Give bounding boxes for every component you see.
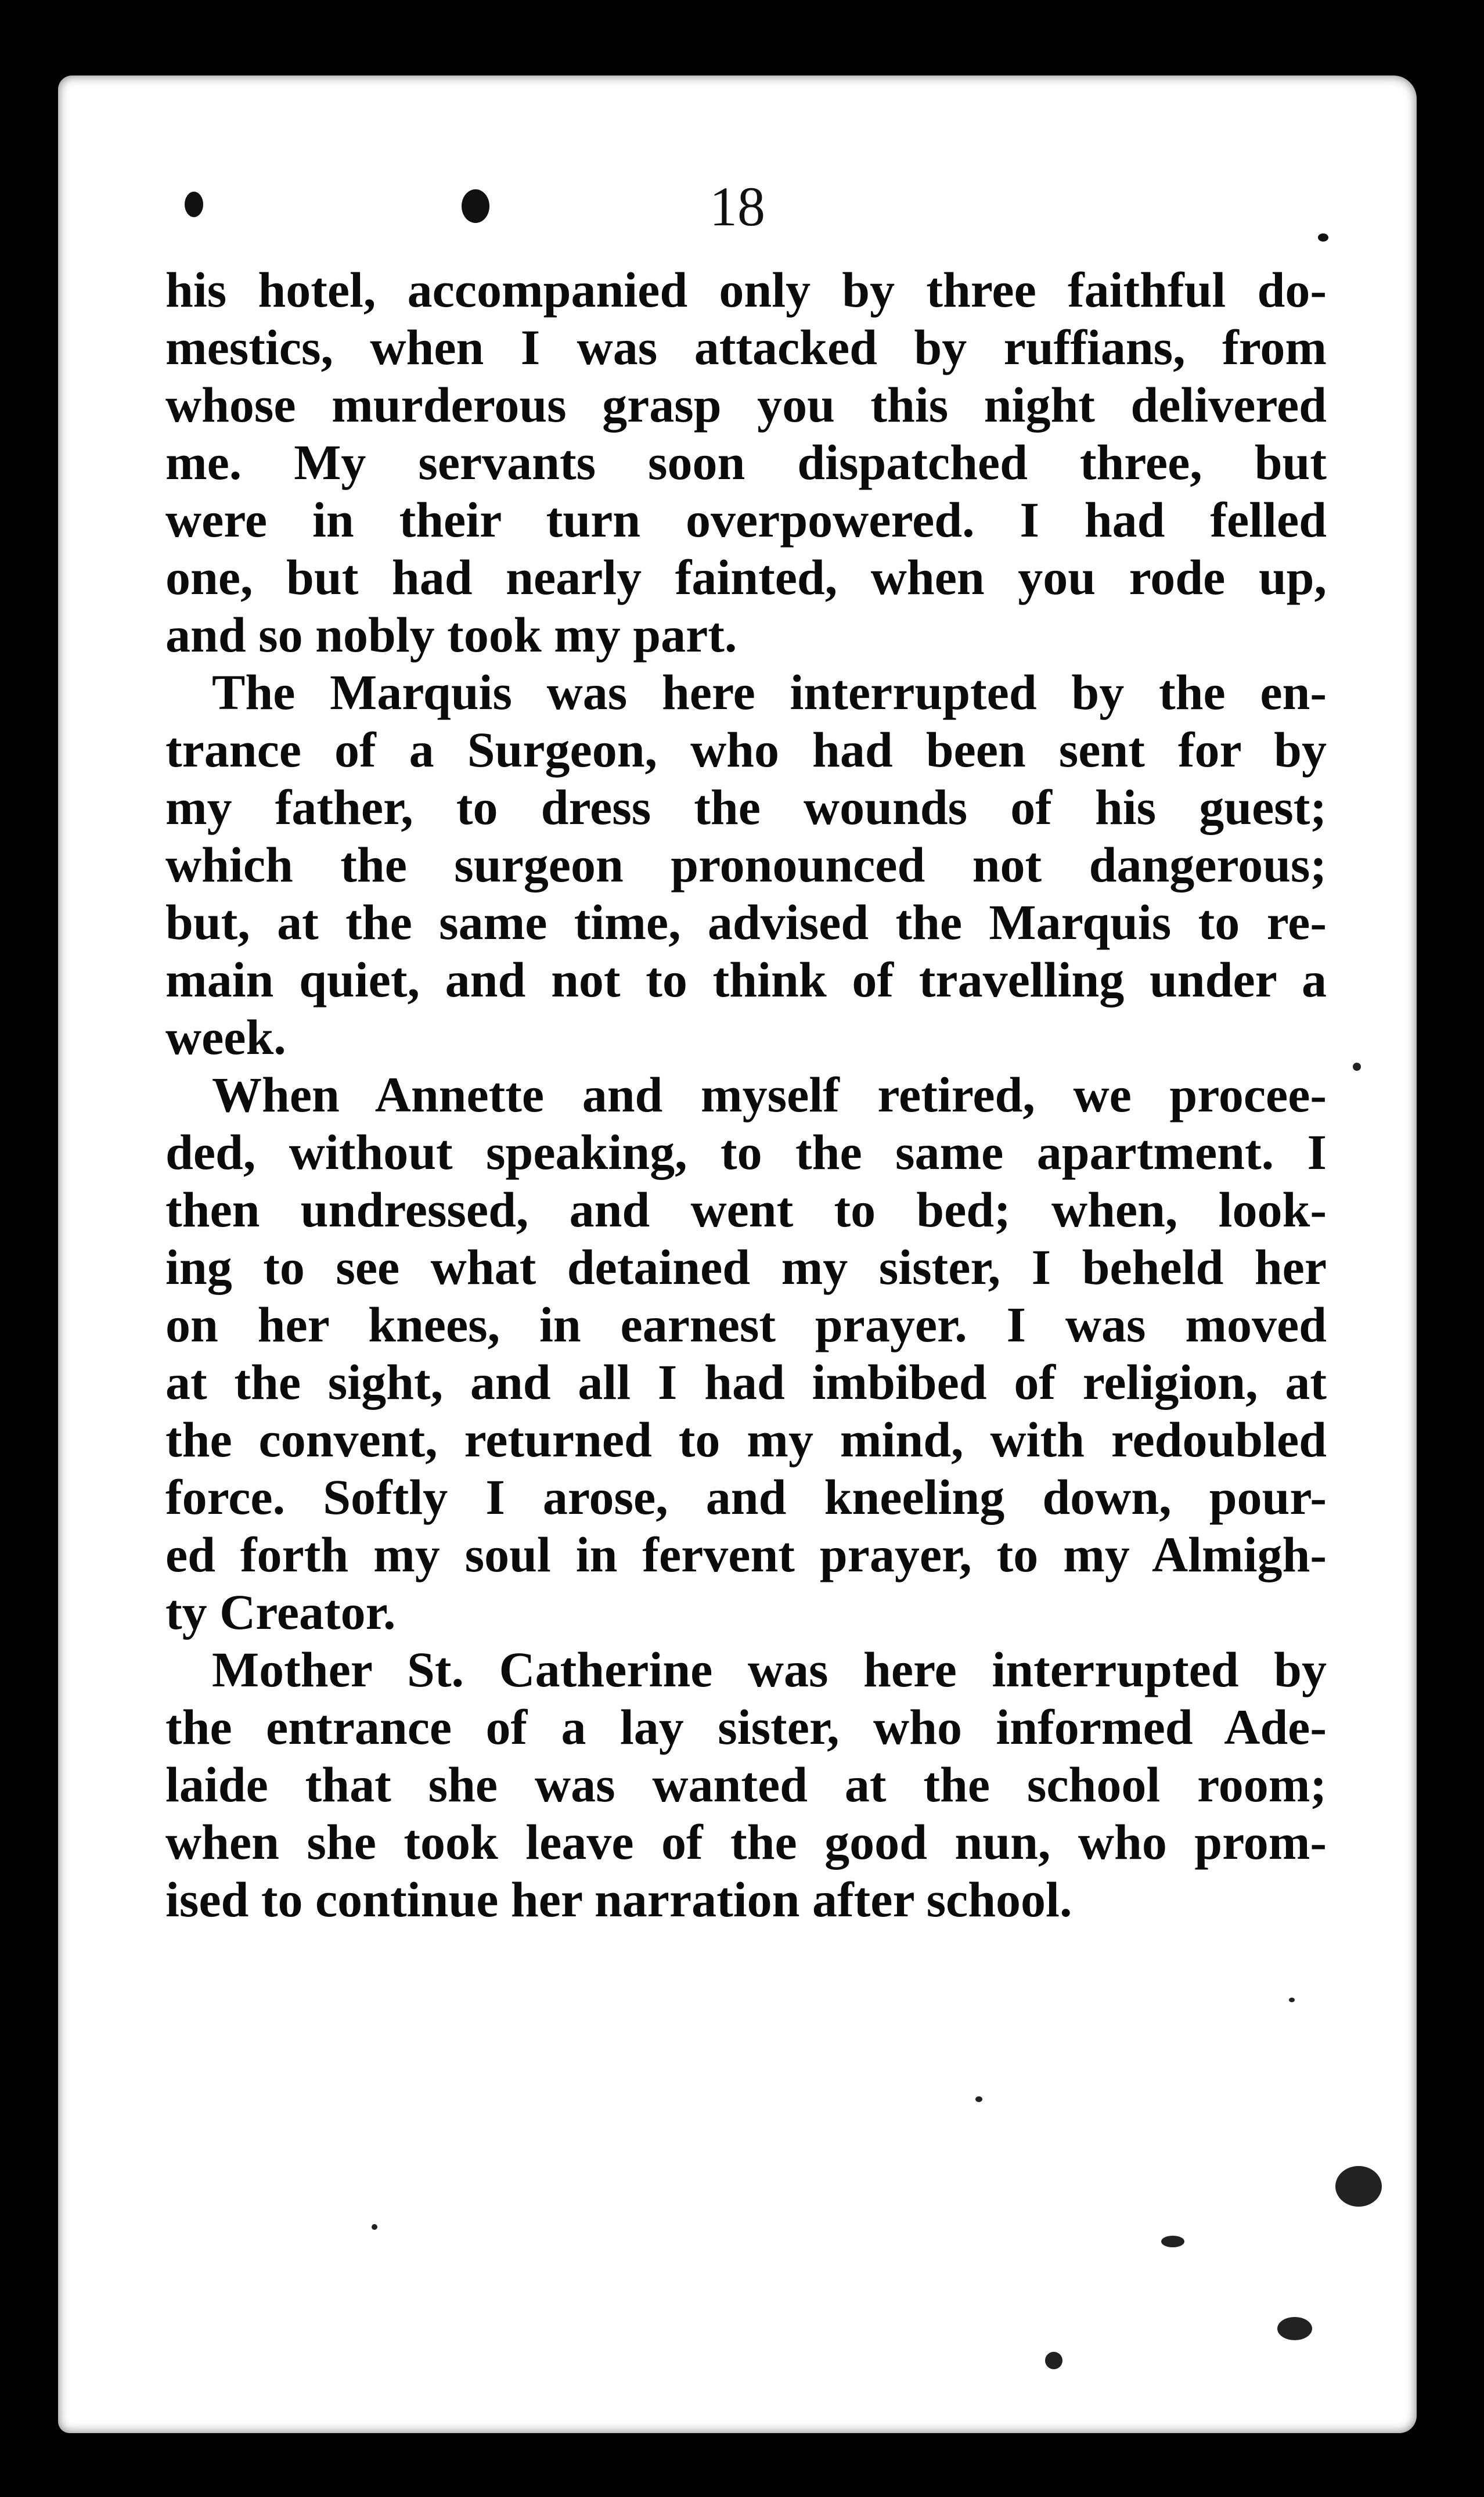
text-line: ing to see what detained my sister, I beheld her [165, 1239, 1327, 1295]
text-line: mestics, when I was attacked by ruffians, from [165, 319, 1327, 375]
text-line: ded, without speaking, to the same apartment. I [165, 1124, 1327, 1180]
text-line: when she took leave of the good nun, who prom- [165, 1814, 1327, 1870]
text-line: then undressed, and went to bed; when, look- [165, 1182, 1327, 1237]
text-line: his hotel, accompanied only by three faithful do- [165, 262, 1327, 318]
text-line: whose murderous grasp you this night delivered [165, 377, 1327, 433]
text-line: and so nobly took my part. [165, 607, 737, 663]
text-line: trance of a Surgeon, who had been sent for by [165, 722, 1327, 778]
text-line: one, but had nearly fainted, when you rode up, [165, 549, 1327, 605]
text-line: my father, to dress the wounds of his guest; [165, 779, 1327, 835]
ink-speck [1161, 2236, 1184, 2247]
text-line: ed forth my soul in fervent prayer, to my Almigh- [165, 1527, 1327, 1582]
page-edge-strip [737, 116, 900, 125]
ink-speck [1289, 1998, 1295, 2002]
body-text [165, 261, 1327, 1928]
text-line: the convent, returned to my mind, with redoubled [165, 1412, 1327, 1467]
text-line: laide that she was wanted at the school room; [165, 1757, 1327, 1812]
text-line: main quiet, and not to think of travelling under a [165, 952, 1327, 1008]
ink-speck [975, 2096, 982, 2102]
text-line: me. My servants soon dispatched three, but [165, 434, 1327, 490]
text-line: Mother St. Catherine was here interrupted by [212, 1642, 1327, 1697]
book-page [58, 75, 1417, 2433]
ink-speck [1045, 2352, 1062, 2369]
text-line: ised to continue her narration after school. [165, 1872, 1072, 1927]
text-line: on her knees, in earnest prayer. I was moved [165, 1297, 1327, 1352]
text-line: The Marquis was here interrupted by the en- [212, 664, 1327, 720]
text-line: week. [165, 1009, 286, 1065]
text-line: but, at the same time, advised the Marquis to re- [165, 894, 1327, 950]
ink-speck [1335, 2166, 1382, 2207]
ink-speck [1277, 2317, 1312, 2340]
text-line: ty Creator. [165, 1584, 396, 1640]
text-line: the entrance of a lay sister, who informed Ade- [165, 1699, 1327, 1755]
text-line: at the sight, and all I had imbibed of religion, at [165, 1354, 1327, 1410]
ink-speck [372, 2224, 377, 2230]
text-line: which the surgeon pronounced not dangerous; [165, 837, 1327, 893]
ink-speck [1318, 233, 1328, 242]
text-line: When Annette and myself retired, we procee- [212, 1067, 1327, 1122]
ink-speck [1353, 1063, 1361, 1071]
text-line: force. Softly I arose, and kneeling down, pour- [165, 1469, 1327, 1525]
text-line: were in their turn overpowered. I had felled [165, 492, 1327, 548]
page-number: 18 [709, 175, 765, 238]
